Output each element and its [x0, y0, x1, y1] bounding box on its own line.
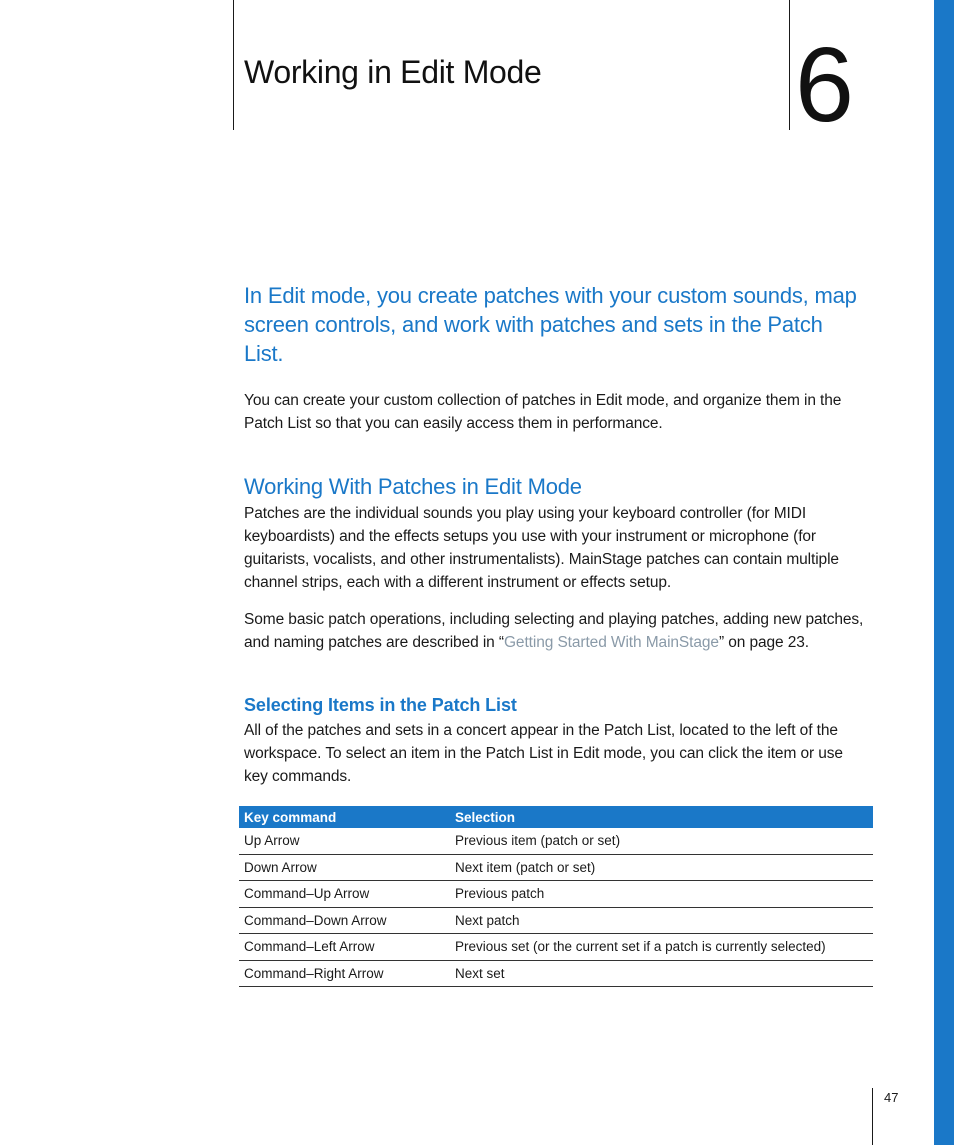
key-command-cell: Command–Up Arrow — [239, 881, 450, 908]
subsection-heading-selecting: Selecting Items in the Patch List — [244, 695, 517, 715]
page-number: 47 — [884, 1090, 899, 1105]
selecting-paragraph: All of the patches and sets in a concert appear in the Patch List, located to the left of the workspace. To select an item in the Patch List in Edit mode, you can click the item or use key commands. — [244, 722, 843, 785]
table-header-selection: Selection — [450, 806, 873, 828]
intro-paragraph: You can create your custom collection of patches in Edit mode, and organize them in the Patch List so that you can easily access them in performance. — [244, 392, 842, 432]
table-header-key-command: Key command — [239, 806, 450, 828]
title-left-rule — [233, 0, 234, 130]
selection-cell: Next patch — [450, 907, 873, 934]
intro-summary: In Edit mode, you create patches with your custom sounds, map screen controls, and work with patches and sets in the Patch List. — [244, 283, 857, 366]
key-command-cell: Down Arrow — [239, 854, 450, 881]
table-row — [239, 854, 873, 881]
selection-cell: Next set — [450, 960, 873, 987]
key-commands-table — [239, 806, 873, 987]
table-row — [239, 960, 873, 987]
patch-operations-paragraph — [244, 608, 864, 654]
key-command-cell: Command–Left Arrow — [239, 934, 450, 961]
section-heading-patches: Working With Patches in Edit Mode — [244, 474, 582, 499]
table-row — [239, 934, 873, 961]
chapter-tab-bar — [934, 0, 954, 1145]
footer-rule — [872, 1088, 873, 1145]
selection-cell: Next item (patch or set) — [450, 854, 873, 881]
getting-started-link[interactable]: Getting Started With MainStage — [503, 634, 719, 651]
selection-cell: Previous patch — [450, 881, 873, 908]
key-command-cell: Command–Down Arrow — [239, 907, 450, 934]
selection-cell: Previous set (or the current set if a patch is currently selected) — [450, 934, 873, 961]
patch-operations-text-after: ” on page 23. — [718, 634, 810, 651]
key-command-cell: Command–Right Arrow — [239, 960, 450, 987]
patch-operations-text-before: Some basic patch operations, including selecting and playing patches, adding new patches, and naming patches are described in “ — [244, 611, 864, 651]
table-header-row — [239, 806, 873, 828]
table-row — [239, 907, 873, 934]
selection-cell: Previous item (patch or set) — [450, 828, 873, 854]
key-command-cell: Up Arrow — [239, 828, 450, 854]
title-right-rule — [789, 0, 790, 130]
chapter-title: Working in Edit Mode — [244, 54, 542, 90]
table-row — [239, 881, 873, 908]
table-row — [239, 828, 873, 854]
chapter-number: 6 — [795, 26, 852, 144]
patches-paragraph: Patches are the individual sounds you play using your keyboard controller (for MIDI keyboardists) and the effects setups you use with your instrument or microphone (for guitarists, vocalists, and other instrumentalists). MainStage patches can contain multiple channel strips, each with a different instrument or effects setup. — [244, 505, 839, 591]
